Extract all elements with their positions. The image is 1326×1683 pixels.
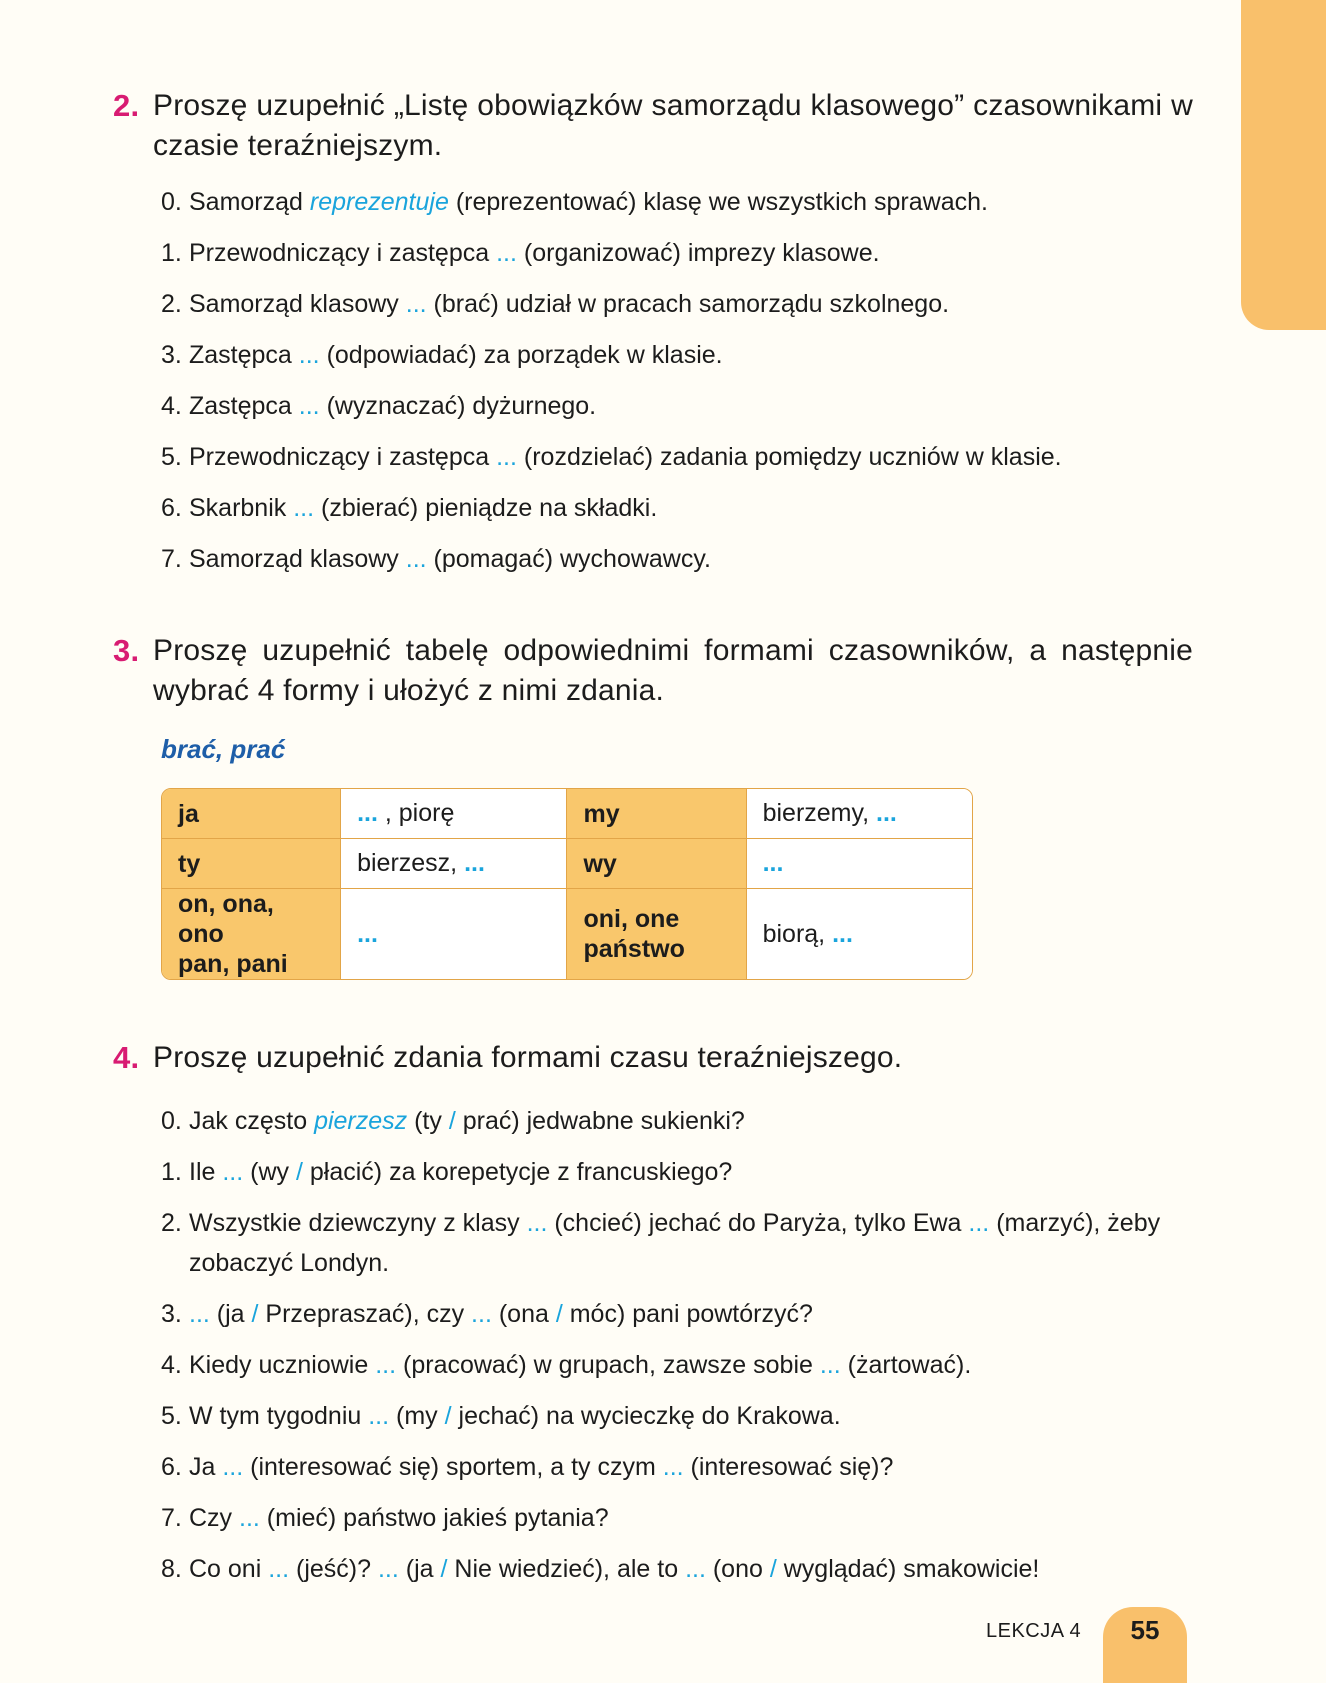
sentence-text: bierzemy, (762, 799, 877, 827)
pronoun-text: on, ona, ono (178, 890, 274, 948)
item-number: 4. (161, 392, 182, 420)
exercise-instruction: Proszę uzupełnić tabelę odpowiednimi formami czasowników, a następnie wybrać 4 formy i ułożyć z nimi zdania. (153, 634, 1193, 707)
sentence-text: (żartować). (840, 1351, 972, 1379)
sentence-text: Zastępca (189, 392, 299, 420)
exercise-number: 4. (113, 1040, 140, 1075)
item-sentence (189, 1152, 1191, 1192)
sentence-text: (marzyć), żeby zobaczyć Londyn. (189, 1209, 1161, 1277)
exercise-item (161, 1294, 1191, 1334)
form-cell (341, 789, 567, 839)
exercise-item (161, 1152, 1191, 1192)
item-number: 0. (161, 1107, 182, 1135)
form-cell (747, 789, 972, 839)
sentence-text: Przewodniczący i zastępca (189, 239, 497, 267)
sentence-text: (wy (243, 1158, 296, 1186)
blank-placeholder: ... (377, 1555, 399, 1583)
exercise-item (161, 1549, 1191, 1589)
exercise-number: 2. (113, 88, 140, 123)
blank-placeholder: ... (222, 1158, 244, 1186)
exercise-item (161, 539, 1191, 579)
sentence-text: jechać) na wycieczkę do Krakowa. (451, 1402, 841, 1430)
form-cell (747, 889, 972, 979)
pronoun-text: pan, pani (178, 950, 288, 978)
example-answer: pierzesz (314, 1107, 408, 1135)
pronoun-cell: wy (567, 839, 746, 889)
example-answer: reprezentuje (309, 188, 449, 216)
sentence-text: (zbierać) pieniądze na składki. (314, 494, 658, 522)
exercise-item (161, 1203, 1191, 1283)
item-number: 3. (161, 1300, 182, 1328)
slash-separator: / (444, 1402, 452, 1430)
slash-separator: / (448, 1107, 456, 1135)
sentence-text: Nie wiedzieć), ale to (447, 1555, 686, 1583)
page-number: 55 (1103, 1607, 1187, 1683)
form-cell (341, 889, 567, 979)
item-sentence (189, 437, 1191, 477)
item-number: 7. (161, 545, 182, 573)
item-sentence (189, 1396, 1191, 1436)
sentence-text: Kiedy uczniowie (189, 1351, 376, 1379)
sentence-text: Samorząd klasowy (189, 545, 406, 573)
slash-separator: / (769, 1555, 777, 1583)
sentence-text: (chcieć) jechać do Paryża, tylko Ewa (547, 1209, 969, 1237)
table-row (162, 889, 972, 979)
sentence-text: (pracować) w grupach, zawsze sobie (396, 1351, 820, 1379)
item-number: 3. (161, 341, 182, 369)
sentence-text: (ona (491, 1300, 556, 1328)
sentence-text: (wyznaczać) dyżurnego. (319, 392, 597, 420)
sentence-text: (organizować) imprezy klasowe. (516, 239, 880, 267)
sentence-text: Wszystkie dziewczyny z klasy (189, 1209, 527, 1237)
sentence-text: prać) jedwabne sukienki? (455, 1107, 745, 1135)
exercise-4-header (113, 1038, 1193, 1078)
table-row (162, 789, 972, 839)
blank-placeholder: ... (293, 494, 315, 522)
item-number: 5. (161, 1402, 182, 1430)
exercise-item (161, 386, 1191, 426)
exercise-item (161, 1396, 1191, 1436)
exercise-item (161, 335, 1191, 375)
exercise-item (161, 1447, 1191, 1487)
table-row (162, 839, 972, 889)
item-number: 6. (161, 1453, 182, 1481)
blank-placeholder: ... (832, 919, 853, 948)
item-number: 0. (161, 188, 182, 216)
pronoun-cell: ty (162, 839, 341, 889)
exercise-item (161, 1345, 1191, 1385)
exercise-item (161, 1498, 1191, 1538)
item-sentence (189, 1447, 1191, 1487)
exercise-instruction: Proszę uzupełnić „Listę obowiązków samorządu klasowego” czasownikami w czasie teraźniejszym. (153, 89, 1193, 162)
slash-separator: / (440, 1555, 448, 1583)
sentence-text: (pomagać) wychowawcy. (426, 545, 711, 573)
pronoun-cell: my (567, 789, 746, 839)
exercise-instruction: Proszę uzupełnić zdania formami czasu teraźniejszego. (153, 1041, 903, 1074)
pronoun-cell (567, 889, 746, 979)
sentence-text: Zastępca (189, 341, 299, 369)
blank-placeholder: ... (526, 1209, 548, 1237)
exercise-item (161, 488, 1191, 528)
sentence-text: Samorząd (189, 188, 310, 216)
exercise-4-list (161, 1101, 1191, 1600)
item-sentence (189, 539, 1191, 579)
sentence-text: (odpowiadać) za porządek w klasie. (319, 341, 723, 369)
exercise-number: 3. (113, 633, 140, 668)
sentence-text: (interesować się)? (683, 1453, 894, 1481)
sentence-text: wyglądać) smakowicie! (776, 1555, 1040, 1583)
blank-placeholder: ... (375, 1351, 397, 1379)
exercise-item (161, 182, 1191, 222)
exercise-3-header (113, 631, 1193, 711)
item-sentence (189, 488, 1191, 528)
blank-placeholder: ... (496, 239, 517, 267)
blank-placeholder: ... (222, 1453, 244, 1481)
sentence-text: (ono (705, 1555, 770, 1583)
chapter-tab (1241, 0, 1326, 330)
blank-placeholder: ... (496, 443, 517, 471)
item-number: 6. (161, 494, 182, 522)
exercise-item (161, 1101, 1191, 1141)
sentence-text: Samorząd klasowy (189, 290, 406, 318)
slash-separator: / (251, 1300, 259, 1328)
sentence-text: (ty (407, 1107, 449, 1135)
pronoun-text: oni, one (583, 905, 680, 933)
slash-separator: / (295, 1158, 303, 1186)
item-sentence (189, 335, 1191, 375)
blank-placeholder: ... (298, 341, 320, 369)
blank-placeholder: ... (268, 1555, 290, 1583)
blank-placeholder: ... (876, 799, 897, 827)
item-number: 1. (161, 1158, 182, 1186)
lesson-label: LEKCJA 4 (986, 1620, 1082, 1642)
sentence-text: (brać) udział w pracach samorządu szkolnego. (426, 290, 950, 318)
blank-placeholder: ... (819, 1351, 841, 1379)
sentence-text: Przewodniczący i zastępca (189, 443, 497, 471)
sentence-text: (ja (398, 1555, 441, 1583)
item-sentence (189, 386, 1191, 426)
item-number: 2. (161, 1209, 182, 1237)
item-sentence (189, 284, 1191, 324)
sentence-text: móc) pani powtórzyć? (562, 1300, 813, 1328)
sentence-text: Przepraszać), czy (258, 1300, 472, 1328)
exercise-item (161, 284, 1191, 324)
sentence-text: (jeść)? (289, 1555, 378, 1583)
exercise-item (161, 437, 1191, 477)
blank-placeholder: ... (968, 1209, 990, 1237)
sentence-text: (reprezentować) klasę we wszystkich sprawach. (448, 188, 988, 216)
blank-placeholder: ... (685, 1555, 706, 1583)
blank-placeholder: ... (471, 1300, 492, 1328)
exercise-2-list (161, 182, 1191, 590)
item-number: 2. (161, 290, 182, 318)
sentence-text: Jak często (189, 1107, 315, 1135)
form-cell (341, 839, 567, 889)
sentence-text: Ja (189, 1453, 223, 1481)
blank-placeholder: ... (189, 1300, 210, 1328)
item-number: 5. (161, 443, 182, 471)
sentence-text: Co oni (189, 1555, 269, 1583)
verbs-heading: brać, prać (161, 734, 286, 764)
exercise-2-header (113, 86, 1193, 166)
blank-placeholder: ... (368, 1402, 390, 1430)
item-number: 8. (161, 1555, 182, 1583)
sentence-text: biorą, (762, 919, 833, 948)
blank-placeholder: ... (239, 1504, 260, 1532)
blank-placeholder: ... (464, 849, 485, 877)
sentence-text: (rozdzielać) zadania pomiędzy uczniów w klasie. (516, 443, 1062, 471)
sentence-text: W tym tygodniu (189, 1402, 369, 1430)
sentence-text: bierzesz, (357, 849, 465, 877)
sentence-text: Ile (189, 1158, 223, 1186)
item-sentence (189, 1101, 1191, 1141)
sentence-text: (mieć) państwo jakieś pytania? (259, 1504, 609, 1532)
sentence-text: płacić) za korepetycje z francuskiego? (302, 1158, 733, 1186)
blank-placeholder: ... (357, 799, 378, 827)
sentence-text: (my (389, 1402, 445, 1430)
blank-placeholder: ... (405, 290, 427, 318)
item-sentence (189, 1345, 1191, 1385)
sentence-text: Skarbnik (189, 494, 294, 522)
item-number: 1. (161, 239, 182, 267)
item-sentence (189, 1498, 1191, 1538)
sentence-text: (ja (209, 1300, 252, 1328)
exercise-item (161, 233, 1191, 273)
item-sentence (189, 1203, 1191, 1283)
blank-placeholder: ... (357, 919, 378, 948)
sentence-text: , piorę (377, 799, 455, 827)
item-sentence (189, 182, 1191, 222)
item-sentence (189, 1294, 1191, 1334)
blank-placeholder: ... (762, 849, 784, 877)
item-sentence (189, 233, 1191, 273)
form-cell (747, 839, 972, 889)
item-number: 7. (161, 1504, 182, 1532)
blank-placeholder: ... (298, 392, 320, 420)
conjugation-table (161, 788, 973, 980)
sentence-text: (interesować się) sportem, a ty czym (243, 1453, 663, 1481)
sentence-text: Czy (189, 1504, 239, 1532)
item-number: 4. (161, 1351, 182, 1379)
item-sentence (189, 1549, 1191, 1589)
pronoun-text: państwo (583, 935, 685, 963)
slash-separator: / (555, 1300, 563, 1328)
blank-placeholder: ... (662, 1453, 684, 1481)
pronoun-cell (162, 889, 341, 979)
pronoun-cell: ja (162, 789, 341, 839)
blank-placeholder: ... (405, 545, 427, 573)
